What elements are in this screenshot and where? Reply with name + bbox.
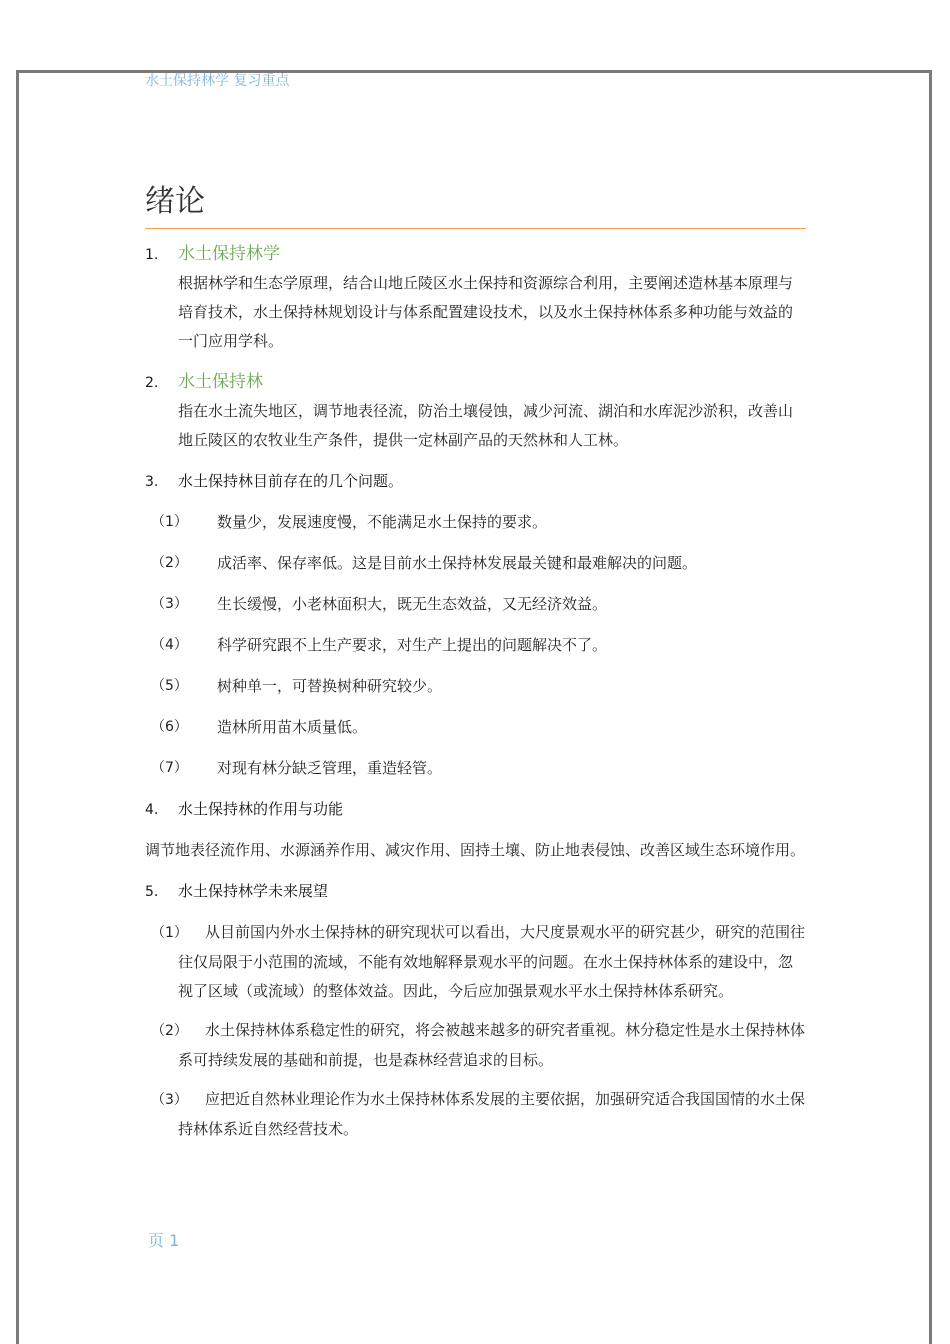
chapter-title: 绪论 <box>145 184 205 219</box>
section-number: 1. <box>145 247 159 263</box>
section-heading-4 <box>145 795 806 824</box>
list-item <box>145 1016 806 1075</box>
section-heading-3 <box>145 467 806 496</box>
list-item <box>145 672 806 701</box>
title-rule <box>145 228 806 229</box>
list-item <box>145 508 806 537</box>
list-number: （7） <box>151 760 188 776</box>
list-number: （3） <box>151 1092 188 1108</box>
list-number: （2） <box>151 1023 188 1039</box>
page-number: 1 <box>169 1231 180 1250</box>
list-item <box>145 754 806 783</box>
running-header: 水土保持林学 复习重点 <box>145 73 290 89</box>
section-body: 调节地表径流作用、水源涵养作用、减灾作用、固持土壤、防止地表侵蚀、改善区域生态环境作用。 <box>145 841 806 859</box>
section-number: 5. <box>145 884 159 900</box>
section-title: 水土保持林的作用与功能 <box>178 800 344 818</box>
list-text: 对现有林分缺乏管理，重造轻管。 <box>217 759 443 777</box>
list-item <box>145 1085 806 1144</box>
list-text: 从目前国内外水土保持林的研究现状可以看出，大尺度景观水平的研究甚少，研究的范围往往仅局限于小范围的流域，不能有效地解释景观水平的问题。在水土保持林体系的建设中，忽视了区域（或流域）的整体效益。因此，今后应加强景观水平水土保持林体系研究。 <box>178 923 806 1000</box>
list-number: （5） <box>151 678 188 694</box>
list-item <box>145 713 806 742</box>
list-number: （1） <box>151 925 188 941</box>
section-title: 水土保持林学未来展望 <box>178 882 329 900</box>
list-text: 数量少，发展速度慢，不能满足水土保持的要求。 <box>217 513 548 531</box>
list-text: 应把近自然林业理论作为水土保持林体系发展的主要依据，加强研究适合我国国情的水土保持林体系近自然经营技术。 <box>178 1090 806 1138</box>
list-item <box>145 590 806 619</box>
list-text: 造林所用苗木质量低。 <box>217 718 368 736</box>
section-body: 根据林学和生态学原理，结合山地丘陵区水土保持和资源综合利用，主要阐述造林基本原理与培育技术，水土保持林规划设计与体系配置建设技术，以及水土保持林体系多种功能与效益的一门应用学科。 <box>178 274 794 350</box>
list-item <box>145 631 806 660</box>
list-number: （1） <box>151 514 188 530</box>
section-number: 2. <box>145 375 159 391</box>
section-title: 水土保持林 <box>178 372 263 392</box>
list-text: 科学研究跟不上生产要求，对生产上提出的问题解决不了。 <box>217 636 608 654</box>
list-text: 成活率、保存率低。这是目前水土保持林发展最关键和最难解决的问题。 <box>217 554 698 572</box>
section-heading-5 <box>145 877 806 906</box>
section-number: 3. <box>145 474 159 490</box>
section-number: 4. <box>145 802 159 818</box>
section-title: 水土保持林目前存在的几个问题。 <box>178 472 404 490</box>
list-text: 水土保持林体系稳定性的研究，将会被越来越多的研究者重视。林分稳定性是水土保持林体系可持续发展的基础和前提，也是森林经营追求的目标。 <box>178 1021 806 1069</box>
list-text: 生长缓慢，小老林面积大，既无生态效益，又无经济效益。 <box>217 595 608 613</box>
section-title: 水土保持林学 <box>178 244 280 264</box>
list-text: 树种单一，可替换树种研究较少。 <box>217 677 443 695</box>
list-item <box>145 549 806 578</box>
section-heading-1 <box>145 240 806 269</box>
list-number: （4） <box>151 637 188 653</box>
section-heading-2 <box>145 368 806 397</box>
list-number: （6） <box>151 719 188 735</box>
list-number: （3） <box>151 596 188 612</box>
section-body: 指在水土流失地区，调节地表径流，防治土壤侵蚀，减少河流、湖泊和水库泥沙淤积，改善山地丘陵区的农牧业生产条件，提供一定林副产品的天然林和人工林。 <box>178 402 794 449</box>
page-footer <box>148 1228 179 1251</box>
list-number: （2） <box>151 555 188 571</box>
page-label: 页 <box>148 1231 165 1250</box>
document-body <box>145 238 806 1144</box>
list-item <box>145 918 806 1006</box>
